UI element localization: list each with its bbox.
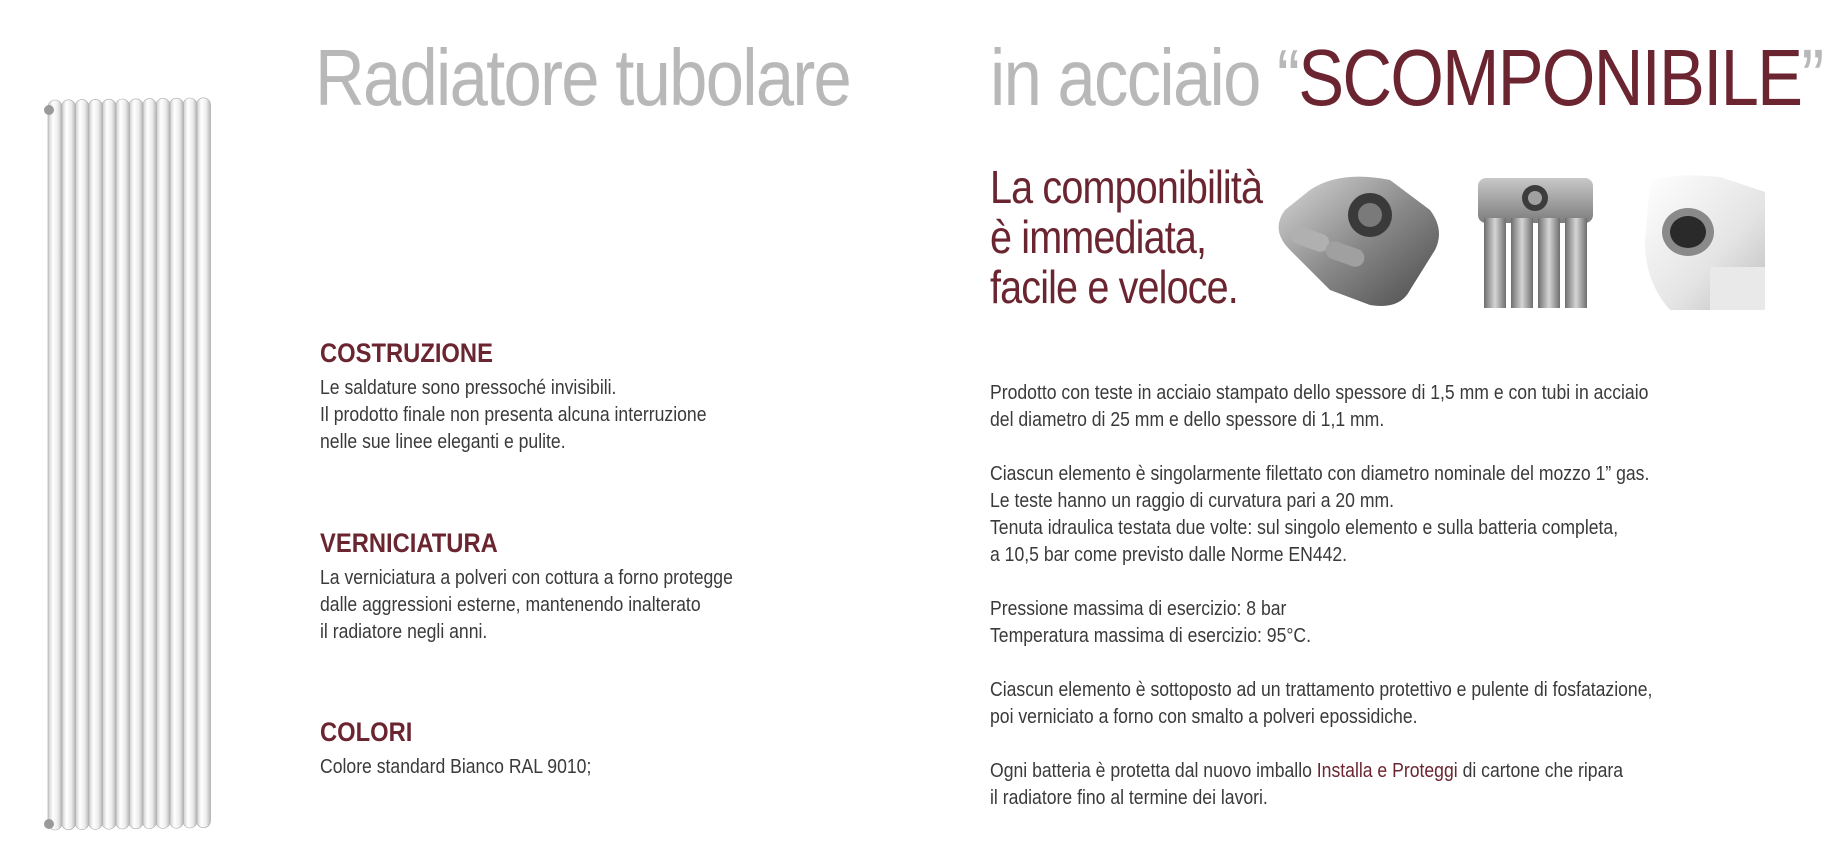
text-line: Tenuta idraulica testata due volte: sul singolo elemento e sulla batteria completa, xyxy=(990,517,1619,539)
title-left: Radiatore tubolare xyxy=(315,33,851,122)
spec-paragraph xyxy=(990,596,1652,650)
text-line: il radiatore negli anni. xyxy=(320,621,488,643)
text-line: Prodotto con teste in acciaio stampato dello spessore di 1,5 mm e con tubi in acciaio xyxy=(990,382,1649,404)
brand-highlight: Installa e Proteggi xyxy=(1316,760,1458,782)
text-line: Temperatura massima di esercizio: 95°C. xyxy=(990,625,1312,647)
tagline-line: è immediata, xyxy=(990,211,1207,263)
section-colori xyxy=(320,717,628,781)
section-verniciatura xyxy=(320,528,789,646)
section-title: COSTRUZIONE xyxy=(320,338,493,368)
section-body xyxy=(320,565,733,646)
text-line: Il prodotto finale non presenta alcuna interruzione xyxy=(320,404,707,426)
radiator-tube xyxy=(62,100,76,830)
radiator-tube xyxy=(197,98,211,828)
text-line: La verniciatura a polveri con cottura a forno protegge xyxy=(320,567,733,589)
radiator-valve xyxy=(44,819,54,829)
text-span: Ogni batteria è protetta dal nuovo imballo xyxy=(990,760,1317,782)
text-span: di cartone che ripara xyxy=(1457,760,1624,782)
section-body xyxy=(320,375,706,456)
radiator-tube xyxy=(89,99,103,829)
text-line: nelle sue linee eleganti e pulite. xyxy=(320,431,566,453)
title-right xyxy=(990,33,1823,122)
radiator-tube xyxy=(116,99,130,829)
section-title: VERNICIATURA xyxy=(320,528,498,558)
radiator-tube xyxy=(143,99,157,829)
spec-paragraph xyxy=(990,461,1652,569)
tagline-line: facile e veloce. xyxy=(990,261,1238,313)
section-body xyxy=(320,754,591,781)
specs-block xyxy=(990,380,1652,839)
text-line: Ciascun elemento è sottoposto ad un trattamento protettivo e pulente di fosfatazione, xyxy=(990,679,1653,701)
radiator-image xyxy=(40,92,230,837)
text-line: poi verniciato a forno con smalto a polveri epossidiche. xyxy=(990,706,1418,728)
text-line: Le teste hanno un raggio di curvatura pari a 20 mm. xyxy=(990,490,1395,512)
radiator-tube xyxy=(102,99,116,829)
spec-paragraph xyxy=(990,380,1652,434)
radiator-tube xyxy=(48,100,62,830)
text-line: Colore standard Bianco RAL 9010; xyxy=(320,756,592,778)
title-right-prefix: in acciaio “ xyxy=(990,33,1299,122)
detail-photo-white-connector xyxy=(1640,172,1765,310)
tagline-line: La componibilità xyxy=(990,161,1263,213)
text-line: Le saldature sono pressoché invisibili. xyxy=(320,377,617,399)
text-line: a 10,5 bar come previsto dalle Norme EN442. xyxy=(990,544,1348,566)
text-line: Ciascun elemento è singolarmente filettato con diametro nominale del mozzo 1” gas. xyxy=(990,463,1650,485)
radiator-tube xyxy=(75,100,89,830)
section-title: COLORI xyxy=(320,717,413,747)
text-line: del diametro di 25 mm e dello spessore di 1,1 mm. xyxy=(990,409,1385,431)
detail-photo-steel-head xyxy=(1270,170,1445,315)
title-right-suffix: ” xyxy=(1801,33,1823,122)
tagline xyxy=(990,162,1262,312)
radiator-tube xyxy=(183,98,197,828)
radiator-valve xyxy=(44,105,54,115)
detail-photo-tube-column xyxy=(1478,178,1593,308)
spec-paragraph xyxy=(990,758,1652,812)
text-line: dalle aggressioni esterne, mantenendo inalterato xyxy=(320,594,701,616)
text-line xyxy=(990,758,1652,785)
radiator-tube xyxy=(170,98,184,828)
text-line: Pressione massima di esercizio: 8 bar xyxy=(990,598,1287,620)
title-accent: SCOMPONIBILE xyxy=(1298,33,1802,122)
spec-paragraph xyxy=(990,677,1652,731)
text-line: il radiatore fino al termine dei lavori. xyxy=(990,787,1268,809)
radiator-tube xyxy=(156,98,170,828)
radiator-tube xyxy=(129,99,143,829)
section-costruzione xyxy=(320,338,759,456)
